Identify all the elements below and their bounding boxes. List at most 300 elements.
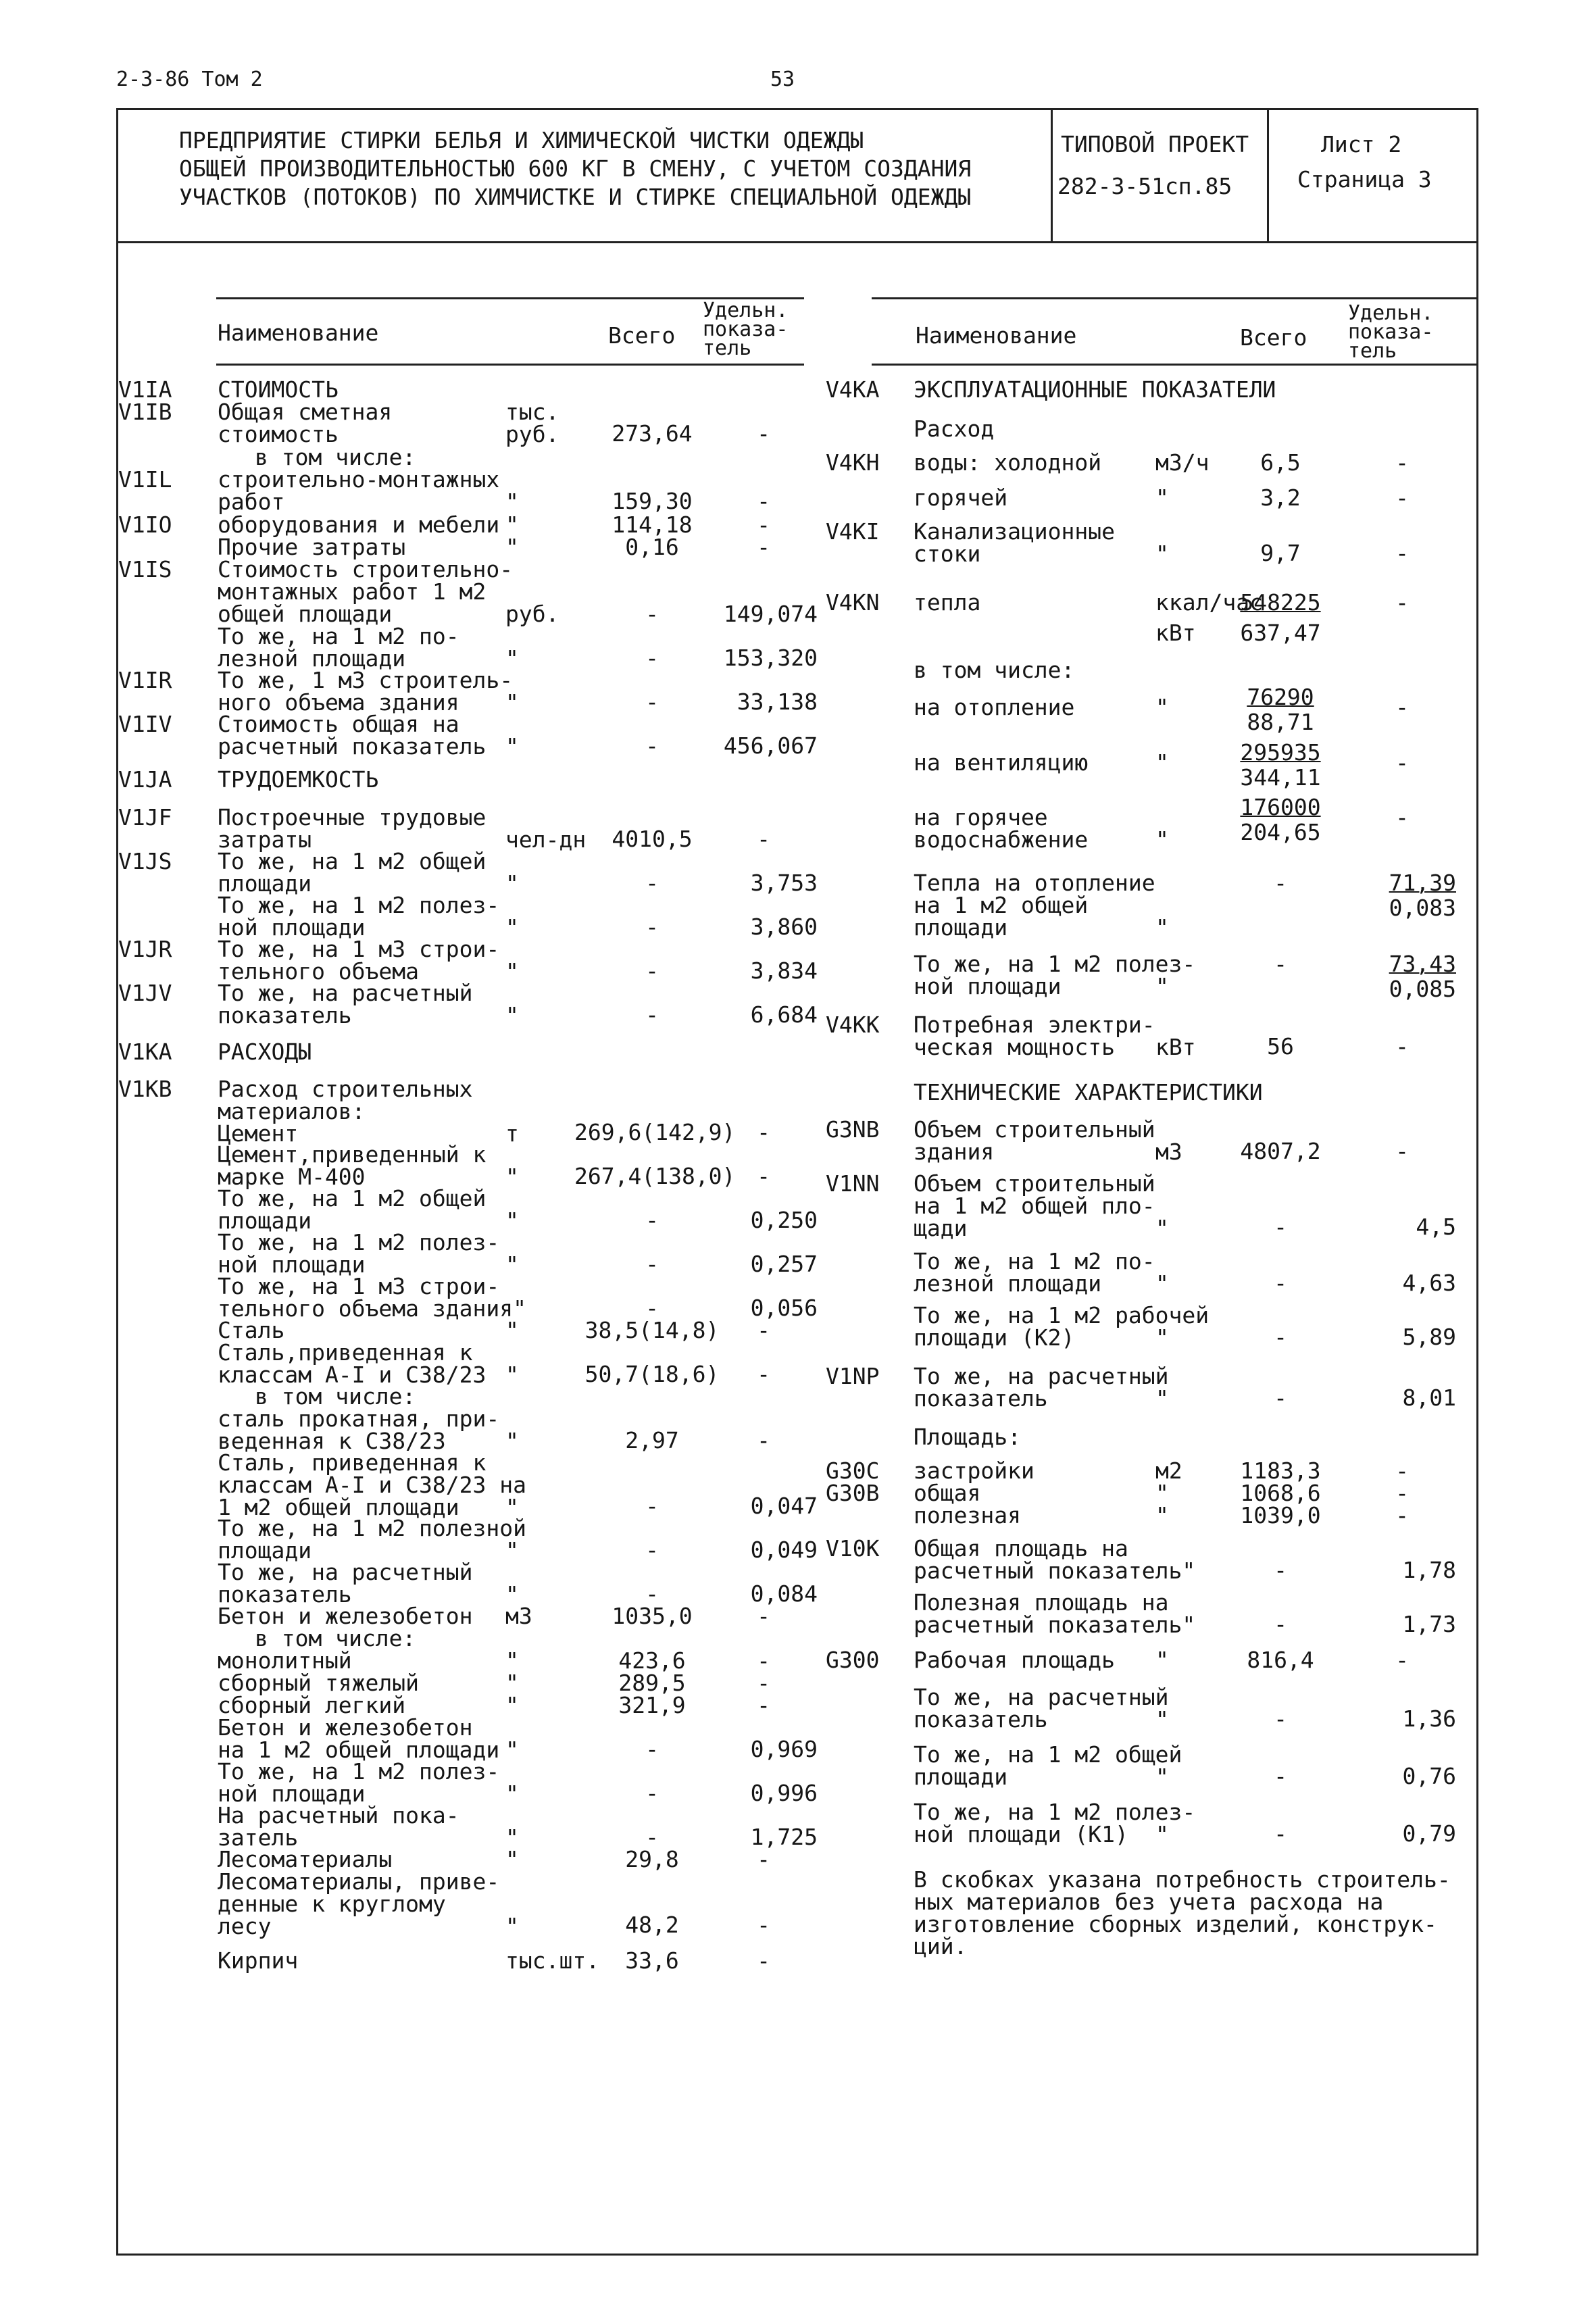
left-col-name-header: Наименование <box>218 320 379 346</box>
row-name: То же, на 1 м2 полез- <box>914 1799 1196 1825</box>
row-code: V4KH <box>826 449 880 476</box>
row-total: - <box>645 1537 659 1563</box>
row-name: на горячее <box>914 804 1048 830</box>
row-total: 114,18 <box>612 512 693 538</box>
row-name: То же, на 1 м2 по- <box>914 1248 1155 1274</box>
row-unit: " <box>1155 826 1169 853</box>
row-name: оборудования и мебели <box>218 512 500 538</box>
row-total: 38,5(14,8) <box>584 1317 720 1343</box>
row-unit: " <box>1155 1480 1169 1506</box>
row-name: Бетон и железобетон <box>218 1714 473 1741</box>
row-name: То же, на 1 м2 полез- <box>914 951 1196 977</box>
row-total: 289,5 <box>618 1670 686 1696</box>
row-total-upper: 176000 <box>1240 794 1321 820</box>
row-specific: 0,79 <box>1402 1820 1456 1847</box>
right-header-top-rule <box>872 297 1476 299</box>
row-name: горячей <box>914 484 1008 511</box>
row-name: работ <box>218 489 285 515</box>
row-total: 9,7 <box>1260 540 1301 566</box>
row-specific-lower: 0,085 <box>1389 976 1456 1002</box>
row-unit: " <box>505 1781 519 1807</box>
row-name: классам А-I и С38/23 на <box>218 1472 526 1498</box>
row-unit: " <box>505 1824 519 1851</box>
row-name: То же, на 1 м2 полез- <box>218 1229 500 1255</box>
row-specific: 0,250 <box>750 1207 818 1233</box>
row-name: То же, на 1 м2 полез- <box>218 1758 500 1785</box>
row-total: 6,5 <box>1260 449 1301 476</box>
row-name: тельного объема здания" <box>218 1295 526 1322</box>
row-total: - <box>645 645 659 671</box>
row-unit: " <box>1155 1385 1169 1412</box>
row-name: 1 м2 общей площади <box>218 1494 459 1520</box>
row-unit: " <box>1155 1324 1169 1351</box>
row-name: То же, на 1 м2 общей <box>914 1741 1182 1768</box>
row-name: общая <box>914 1480 981 1506</box>
row-name: площади <box>218 870 312 897</box>
row-specific: - <box>757 1846 770 1872</box>
row-total: 33,6 <box>625 1947 679 1974</box>
row-specific: - <box>757 1317 770 1343</box>
row-name: площади <box>914 1764 1008 1790</box>
row-name: ТРУДОЕМКОСТЬ <box>218 766 379 793</box>
row-specific: - <box>1395 1458 1409 1484</box>
row-unit: " <box>505 1208 519 1234</box>
row-name: РАСХОДЫ <box>218 1039 312 1065</box>
row-unit: руб. <box>505 601 559 627</box>
row-code: V1JF <box>118 804 172 830</box>
right-header-bottom-rule <box>872 364 1476 366</box>
row-unit: " <box>505 1164 519 1190</box>
row-specific: 8,01 <box>1402 1385 1456 1411</box>
title-stamp <box>116 108 1478 243</box>
row-specific: 4,63 <box>1402 1270 1456 1296</box>
row-name: затель <box>218 1824 299 1851</box>
row-specific: 0,049 <box>750 1537 818 1563</box>
row-unit: " <box>505 914 519 941</box>
row-specific: - <box>1395 449 1409 476</box>
row-total: 273,64 <box>612 420 693 447</box>
row-name: площади <box>218 1208 312 1234</box>
row-total: 159,30 <box>612 488 693 514</box>
row-specific: - <box>757 1947 770 1974</box>
row-unit: " <box>1155 749 1169 776</box>
row-unit: " <box>505 1251 519 1278</box>
row-name: Объем строительный <box>914 1170 1155 1197</box>
row-unit: руб. <box>505 421 559 447</box>
row-total: 1068,6 <box>1240 1480 1321 1506</box>
row-name: Стоимость строительно- <box>218 556 514 582</box>
row-total: 423,6 <box>618 1647 686 1674</box>
row-name: Стоимость общая на <box>218 711 459 737</box>
row-name: Лесоматериалы <box>218 1846 393 1872</box>
row-unit: " <box>505 645 519 672</box>
row-specific: - <box>1395 589 1409 616</box>
row-name: тепла <box>914 589 981 616</box>
row-name: тельного объема <box>218 958 420 985</box>
row-total: 50,7(18,6) <box>584 1361 720 1387</box>
row-name: лезной площади <box>218 645 406 672</box>
row-name: на 1 м2 общей площади <box>218 1737 500 1763</box>
row-unit: " <box>505 1913 519 1939</box>
row-total: - <box>1274 1324 1287 1350</box>
row-name: на отопление <box>914 694 1075 720</box>
row-unit: м3 <box>1155 1139 1182 1165</box>
row-name: То же, на расчетный <box>218 1559 473 1585</box>
row-name: Сталь,приведенная к <box>218 1339 473 1366</box>
row-name: сталь прокатная, при- <box>218 1405 500 1432</box>
row-unit: " <box>505 1846 519 1872</box>
row-code: V1IB <box>118 399 172 425</box>
row-name: полезная <box>914 1502 1021 1528</box>
row-unit: " <box>505 1428 519 1454</box>
row-specific: - <box>757 1427 770 1453</box>
row-name: Цемент <box>218 1120 299 1147</box>
row-name: ной площади <box>218 1781 366 1807</box>
row-code: G30B <box>826 1480 880 1506</box>
row-name: площади <box>218 1537 312 1564</box>
row-unit: " <box>505 689 519 716</box>
row-unit: " <box>1155 1764 1169 1790</box>
row-name: Полезная площадь на <box>914 1589 1169 1616</box>
row-unit: " <box>505 1537 519 1564</box>
row-name: То же, на 1 м2 общей <box>218 1185 487 1212</box>
row-name: лезной площади <box>914 1270 1102 1297</box>
row-specific: 1,36 <box>1402 1706 1456 1732</box>
row-total: - <box>1274 1557 1287 1583</box>
row-unit: " <box>1155 1215 1169 1241</box>
row-name: стоки <box>914 541 981 567</box>
row-name: На расчетный пока- <box>218 1802 459 1828</box>
row-code: G300 <box>826 1647 880 1673</box>
row-specific: 149,074 <box>723 601 818 627</box>
row-specific: - <box>757 488 770 514</box>
row-total: - <box>645 689 659 715</box>
row-name: сборный легкий <box>218 1692 406 1718</box>
row-code: V1IO <box>118 512 172 538</box>
row-unit: " <box>505 1692 519 1718</box>
row-name: Бетон и железобетон <box>218 1603 473 1629</box>
row-code: V1JA <box>118 766 172 793</box>
project-label: ТИПОВОЙ ПРОЕКТ <box>1061 131 1249 157</box>
row-name: в том числе: <box>255 1625 416 1651</box>
row-specific: 0,76 <box>1402 1763 1456 1789</box>
row-unit: " <box>1155 541 1169 567</box>
row-total: - <box>645 732 659 759</box>
row-name: СТОИМОСТЬ <box>218 376 339 403</box>
row-name: Канализационные <box>914 518 1116 545</box>
row-name: водоснабжение <box>914 826 1089 853</box>
row-code: V1IR <box>118 667 172 693</box>
row-total: 267,4(138,0) <box>574 1163 736 1189</box>
left-col-spec-header: Удельн. показа- тель <box>703 299 789 360</box>
row-unit: кВт <box>1155 620 1196 646</box>
row-name: Построечные трудовые <box>218 804 487 830</box>
row-total: 56 <box>1267 1033 1294 1060</box>
row-specific: 3,860 <box>750 914 818 940</box>
row-name: То же, на 1 м3 строи- <box>218 1273 500 1299</box>
row-total: - <box>645 1736 659 1762</box>
row-total: - <box>1274 951 1287 977</box>
footnote: В скобках указана потребность строитель- ных материалов без учета расхода на изготовление сборных изделий, конструк- ций. <box>914 1866 1451 1960</box>
row-total: 816,4 <box>1247 1647 1314 1673</box>
project-number: 282-3-51сп.85 <box>1057 173 1232 199</box>
right-col-name-header: Наименование <box>916 322 1077 349</box>
row-code: V10K <box>826 1535 880 1562</box>
row-total: - <box>645 1001 659 1028</box>
row-specific: 0,047 <box>750 1493 818 1519</box>
row-total: - <box>645 601 659 627</box>
row-unit: " <box>505 512 519 538</box>
row-code: V1IA <box>118 376 172 403</box>
row-total: 4010,5 <box>612 826 693 852</box>
row-specific: - <box>757 1692 770 1718</box>
row-unit: " <box>1155 1270 1169 1297</box>
row-specific: - <box>757 512 770 538</box>
row-name: Сталь <box>218 1317 285 1343</box>
row-total: 548225 <box>1240 589 1321 616</box>
row-unit: ккал/час <box>1155 589 1263 616</box>
row-name: То же, на 1 м2 общей <box>218 848 487 874</box>
row-total: - <box>645 1580 659 1607</box>
row-unit: " <box>1155 1821 1169 1847</box>
row-unit: " <box>505 1581 519 1608</box>
row-unit: " <box>505 733 519 760</box>
row-code: V4KI <box>826 518 880 545</box>
row-specific: - <box>757 1670 770 1696</box>
row-specific-upper: 73,43 <box>1389 951 1456 977</box>
row-name: показатель <box>218 1002 352 1028</box>
row-name: То же, на 1 м2 полезной <box>218 1515 526 1541</box>
row-code: V1KA <box>118 1039 172 1065</box>
row-name: показатель <box>914 1385 1048 1412</box>
row-total: 29,8 <box>625 1846 679 1872</box>
row-unit: " <box>505 489 519 515</box>
row-name: То же, на 1 м2 по- <box>218 623 459 649</box>
row-code: V1JV <box>118 980 172 1006</box>
row-total: 2,97 <box>625 1427 679 1453</box>
row-name: сборный тяжелый <box>218 1670 420 1696</box>
row-name: Рабочая площадь <box>914 1647 1116 1673</box>
row-total: 321,9 <box>618 1692 686 1718</box>
right-col-spec-header: Удельн. показа- тель <box>1348 301 1434 363</box>
row-unit: " <box>505 1317 519 1343</box>
row-unit: " <box>505 958 519 985</box>
row-specific: - <box>757 1163 770 1189</box>
row-specific: 3,834 <box>750 957 818 984</box>
row-total-upper: 295935 <box>1240 739 1321 766</box>
row-total: - <box>1274 1611 1287 1637</box>
row-name: ЭКСПЛУАТАЦИОННЫЕ ПОКАЗАТЕЛИ <box>914 376 1276 403</box>
row-unit: тыс.шт. <box>505 1947 600 1974</box>
stamp-title-line: УЧАСТКОВ (ПОТОКОВ) ПО ХИМЧИСТКЕ И СТИРКЕ СПЕЦИАЛЬНОЙ ОДЕЖДЫ <box>179 184 972 210</box>
row-total: - <box>645 1493 659 1519</box>
row-unit: " <box>1155 914 1169 941</box>
row-specific: 5,89 <box>1402 1324 1456 1350</box>
row-name: в том числе: <box>255 1383 416 1410</box>
row-unit: " <box>505 1002 519 1028</box>
row-specific: - <box>1395 694 1409 720</box>
row-total: - <box>1274 1385 1287 1411</box>
row-name: То же, на расчетный <box>914 1684 1169 1710</box>
row-name: Тепла на отопление <box>914 870 1155 896</box>
row-unit: " <box>505 1737 519 1763</box>
row-code: V1NP <box>826 1363 880 1389</box>
row-name: строительно-монтажных <box>218 466 500 493</box>
row-specific: - <box>757 1119 770 1145</box>
row-specific: 0,084 <box>750 1580 818 1607</box>
row-total: - <box>645 1780 659 1806</box>
row-name: ной площади (К1) <box>914 1821 1128 1847</box>
row-name: расчетный показатель" <box>914 1612 1196 1638</box>
row-code: V1JS <box>118 848 172 874</box>
row-name: расчетный показатель" <box>914 1558 1196 1584</box>
row-specific-upper: 71,39 <box>1389 870 1456 896</box>
row-code: V1IV <box>118 711 172 737</box>
row-code: V4KK <box>826 1012 880 1038</box>
row-name: Прочие затраты <box>218 534 406 560</box>
stamp-title <box>179 126 971 211</box>
row-unit: " <box>505 534 519 560</box>
row-total: - <box>1274 870 1287 896</box>
row-specific: - <box>757 1361 770 1387</box>
row-total: 637,47 <box>1240 620 1321 646</box>
row-specific: - <box>1395 749 1409 776</box>
row-specific: - <box>1395 1502 1409 1528</box>
row-specific: 0,996 <box>750 1780 818 1806</box>
row-code: V1IL <box>118 466 172 493</box>
row-name: ной площади <box>218 1251 366 1278</box>
row-unit: " <box>505 870 519 897</box>
row-total: - <box>1274 1820 1287 1847</box>
row-unit: " <box>505 1647 519 1674</box>
row-specific: 1,725 <box>750 1824 818 1850</box>
row-total: - <box>645 914 659 940</box>
row-unit: м3/ч <box>1155 449 1210 476</box>
row-specific: - <box>757 420 770 447</box>
row-name: Кирпич <box>218 1947 299 1974</box>
row-name: расчетный показатель <box>218 733 487 760</box>
row-code: V1JR <box>118 936 172 962</box>
row-specific: - <box>1395 1480 1409 1506</box>
row-code: G3NB <box>826 1116 880 1143</box>
row-specific: 456,067 <box>723 732 818 759</box>
row-name: показатель <box>218 1581 352 1608</box>
row-total: 1183,3 <box>1240 1458 1321 1484</box>
row-name: То же, на расчетный <box>914 1363 1169 1389</box>
row-unit: м2 <box>1155 1458 1182 1484</box>
row-specific: - <box>1395 804 1409 830</box>
row-specific: 0,257 <box>750 1251 818 1277</box>
row-name: То же, на 1 м2 полез- <box>218 892 500 918</box>
row-unit: " <box>1155 694 1169 720</box>
row-name: То же, на 1 м3 строи- <box>218 936 500 962</box>
row-name: воды: холодной <box>914 449 1102 476</box>
row-name: классам А-I и С38/23 <box>218 1362 487 1388</box>
row-name: Лесоматериалы, приве- <box>218 1868 500 1895</box>
row-specific: 4,5 <box>1416 1214 1456 1240</box>
row-specific: - <box>757 534 770 560</box>
row-total: 48,2 <box>625 1912 679 1938</box>
row-specific: 153,320 <box>723 645 818 671</box>
row-name: То же, на 1 м2 рабочей <box>914 1302 1210 1328</box>
row-name: в том числе: <box>255 444 416 470</box>
row-name: Потребная электри- <box>914 1012 1155 1038</box>
row-unit: м3 <box>505 1603 532 1629</box>
stamp-title-line: ОБЩЕЙ ПРОИЗВОДИТЕЛЬНОСТЬЮ 600 КГ В СМЕНУ, С УЧЕТОМ СОЗДАНИЯ <box>179 155 972 182</box>
row-name: Цемент,приведенный к <box>218 1141 487 1168</box>
row-unit: " <box>1155 973 1169 999</box>
row-total: - <box>1274 1270 1287 1296</box>
row-name: То же, 1 м3 строитель- <box>218 667 514 693</box>
row-unit: " <box>505 1362 519 1388</box>
row-specific: - <box>757 1912 770 1938</box>
row-name: Расход строительных <box>218 1076 473 1102</box>
row-code: V1KB <box>118 1076 172 1102</box>
row-total-upper: 76290 <box>1247 684 1314 710</box>
row-unit: " <box>1155 1706 1169 1733</box>
row-specific: - <box>1395 484 1409 511</box>
row-name: площади <box>914 914 1008 941</box>
row-name: затраты <box>218 826 312 853</box>
row-unit: " <box>1155 1502 1169 1528</box>
row-code: V4KA <box>826 376 880 403</box>
row-specific: - <box>757 1603 770 1629</box>
row-specific: - <box>757 826 770 852</box>
row-specific: 6,684 <box>750 1001 818 1028</box>
row-total: 1035,0 <box>612 1603 693 1629</box>
row-unit: " <box>1155 1647 1169 1673</box>
row-total: - <box>645 1207 659 1233</box>
row-total: - <box>1274 1763 1287 1789</box>
row-unit: чел-дн <box>505 826 587 853</box>
row-name: ного объема здания <box>218 689 459 716</box>
row-total: - <box>645 1824 659 1850</box>
row-name: монолитный <box>218 1647 352 1674</box>
row-name: на вентиляцию <box>914 749 1089 776</box>
row-total: - <box>645 870 659 896</box>
sheet-page: Страница 3 <box>1297 166 1432 193</box>
row-name: Объем строительный <box>914 1116 1155 1143</box>
row-name: Общая сметная <box>218 399 393 425</box>
row-total: 3,2 <box>1260 484 1301 511</box>
row-total-lower: 204,65 <box>1240 819 1321 845</box>
sheet-number: Лист 2 <box>1321 131 1402 157</box>
row-total: - <box>1274 1706 1287 1732</box>
row-unit: " <box>505 1494 519 1520</box>
row-total: - <box>645 957 659 984</box>
row-unit: тыс. <box>505 399 559 425</box>
row-specific: - <box>757 1647 770 1674</box>
row-code: V1NN <box>826 1170 880 1197</box>
row-name: веденная к С38/23 <box>218 1428 446 1454</box>
row-name: ТЕХНИЧЕСКИЕ ХАРАКТЕРИСТИКИ <box>914 1079 1263 1105</box>
row-name: денные к круглому <box>218 1891 446 1917</box>
row-name: стоимость <box>218 421 339 447</box>
row-total: - <box>645 1251 659 1277</box>
row-name: общей площади <box>218 601 393 627</box>
row-name: монтажных работ 1 м2 <box>218 578 487 605</box>
row-specific: - <box>1395 1033 1409 1060</box>
row-name: площади (К2) <box>914 1324 1075 1351</box>
row-name: Расход <box>914 416 995 442</box>
row-unit: т <box>505 1120 519 1147</box>
row-name: ческая мощность <box>914 1034 1116 1060</box>
row-total: 1039,0 <box>1240 1502 1321 1528</box>
document-ref: 2-3-86 Том 2 <box>116 68 263 91</box>
row-name: Сталь, приведенная к <box>218 1449 487 1476</box>
row-total: 269,6(142,9) <box>574 1119 736 1145</box>
row-name: То же, на расчетный <box>218 980 473 1006</box>
